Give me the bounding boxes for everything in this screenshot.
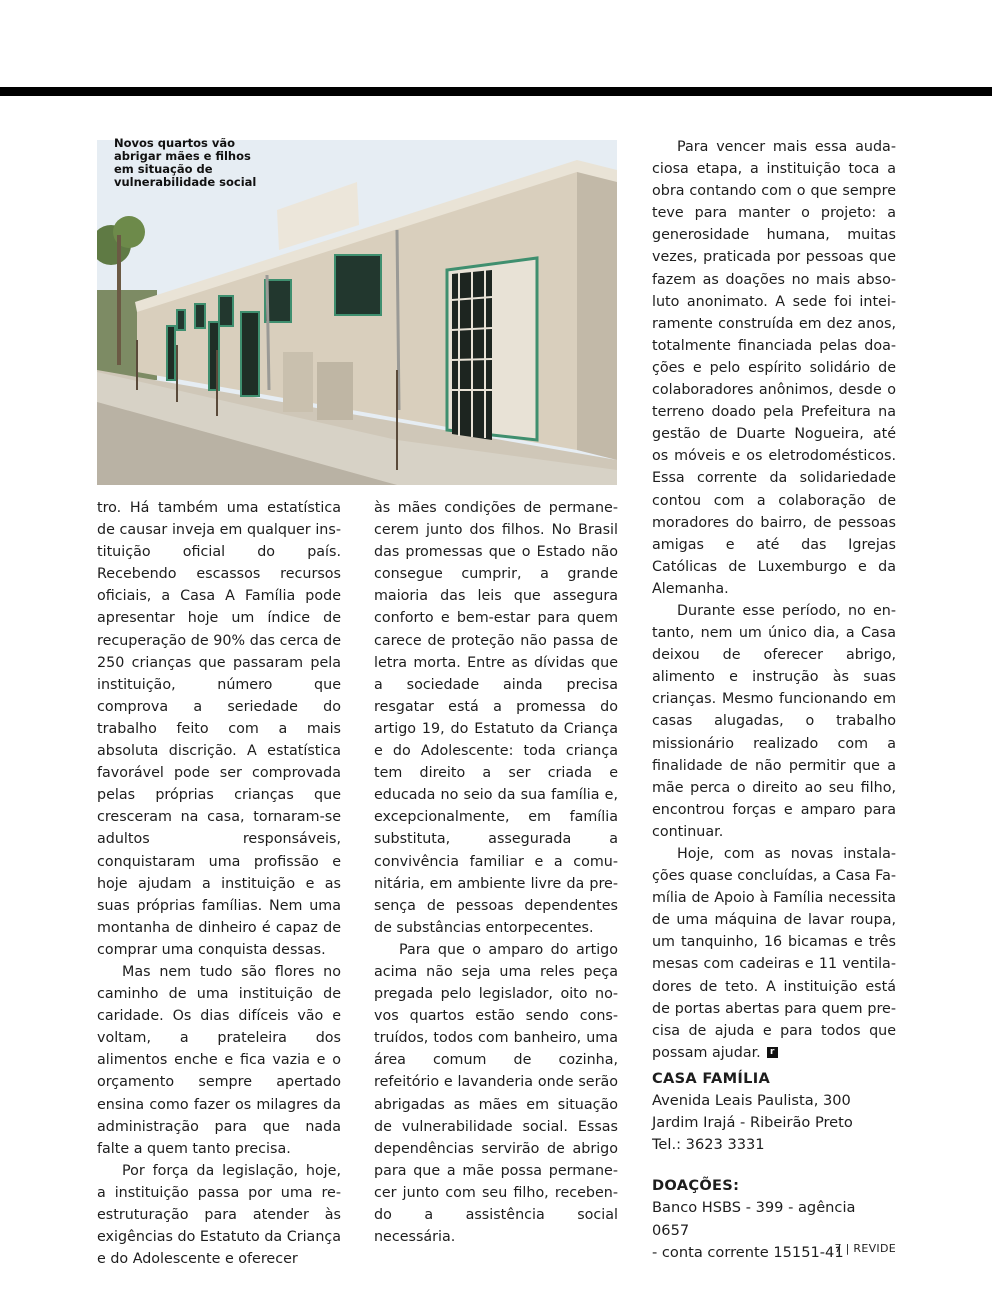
article-column-3 — [652, 136, 896, 1264]
paragraph: Durante esse período, no entanto, nem um único dia, a Casa deixou de oferecer abrigo, alimento e instrução às suas crianças. Mesmo funcionando em casas alugadas, o trabalho missionário realizado com a finalidade de não permitir que a mãe perca o direito ao seu filho, encontrou forças e amparo para continuar. — [652, 602, 896, 840]
end-of-article-icon: r — [767, 1047, 778, 1058]
building-photo — [97, 140, 617, 485]
paragraph-text: Hoje, com as novas instalações quase concluídas, a Casa Família de Apoio à Família necessita de uma máquina de lavar roupa, um tanquinho, 16 bicamas e três mesas com cadeiras e 11 ventiladores de teto. A instituição está de portas abertas para quem precisa de ajuda e para todos que possam ajudar. — [652, 846, 896, 1061]
article-column-2 — [374, 497, 618, 1248]
donations-title: DOAÇÕES: — [652, 1177, 740, 1195]
paragraph: às mães condições de permanecerem junto dos filhos. No Brasil das promessas que o Estado não consegue cumprir, a grande maioria das leis que assegura conforto e bem-estar para quem carece de proteção não passa de letra morta. Entre as dívidas que a sociedade ainda precisa resgatar está a promessa do artigo 19, do Estatuto da Criança e do Adolescente: toda criança tem direito a ser criada e educada no seio da sua família e, excepcionalmente, em família substituta, assegurada a convivência familiar e a comunitária, em ambiente livre da presença de pessoas dependentes de substâncias entorpecentes. — [374, 500, 618, 936]
bank-info: Banco HSBS - 399 - agência 0657 — [652, 1199, 856, 1239]
paragraph: Para que o amparo do artigo acima não seja uma reles peça pregada pelo legislador, oito novos quartos estão sendo construídos, todos com banheiro, uma área comum de cozinha, refeitório e lavanderia onde serão abrigadas as mães em situação de vulnerabilidade social. Essas dependências servirão de abrigo para que a mãe possa permanecer junto com seu filho, recebendo a assistência social necessária. — [374, 941, 618, 1246]
article-column-1 — [97, 497, 341, 1270]
building-illustration — [97, 140, 617, 485]
top-rule — [0, 87, 992, 96]
address-line-1: Avenida Leais Paulista, 300 — [652, 1092, 851, 1110]
paragraph: tro. Há também uma estatística de causar inveja em qualquer instituição oficial do país. Recebendo escassos recursos oficiais, a Casa A Família pode apresentar hoje um índice de recuperação de 90% das cerca de 250 crianças que passaram pela instituição, número que comprova a seriedade do trabalho feito com a mais absoluta discrição. A estatística favorável pode ser comprovada pelas próprias crianças que cresceram na casa, tornaram-se adultos responsáveis, conquistaram uma profissão e hoje ajudam a instituição e as suas próprias famílias. Nem uma montanha de dinheiro é capaz de comprar uma conquista dessas. — [97, 500, 341, 958]
paragraph: Mas nem tudo são flores no caminho de uma instituição de caridade. Os dias difíceis vão e voltam, a prateleira dos alimentos enche e fica vazia e o orçamento sempre apertado ensina como fazer os milagres da administração para que nada falte a quem tanto precisa. — [97, 963, 341, 1157]
paragraph: Para vencer mais essa audaciosa etapa, a instituição toca a obra contando com o que sempre teve para manter o projeto: a generosidade humana, muitas vezes, praticada por pessoas que fazem as doações no mais absoluto anonimato. A sede foi inteiramente construída em dez anos, totalmente financiada pelas doações e pelo espírito solidário de colaboradores anônimos, desde o terreno doado pela Prefeitura na gestão de Duarte Nogueira, até os móveis e os eletrodomésticos. Essa corrente da solidariedade contou com a colaboração de moradores do bairro, de pessoas amigas e até das Igrejas Católicas de Luxemburgo e da Alemanha. — [652, 139, 896, 597]
page-folio: 7 | REVIDE — [834, 1242, 896, 1255]
phone: Tel.: 3623 3331 — [652, 1136, 765, 1154]
account-info: - conta corrente 15151-41 — [652, 1243, 844, 1261]
photo-caption: Novos quartos vão abrigar mães e filhos em situação de vulnerabilidade social — [114, 136, 257, 189]
paragraph — [652, 843, 896, 1064]
info-title: CASA FAMÍLIA — [652, 1069, 771, 1087]
address-line-2: Jardim Irajá - Ribeirão Preto — [652, 1114, 853, 1132]
paragraph: Por força da legislação, hoje, a instituição passa por uma reestruturação para atender às exigências do Estatuto da Criança e do Adolescente e oferecer — [97, 1162, 341, 1268]
